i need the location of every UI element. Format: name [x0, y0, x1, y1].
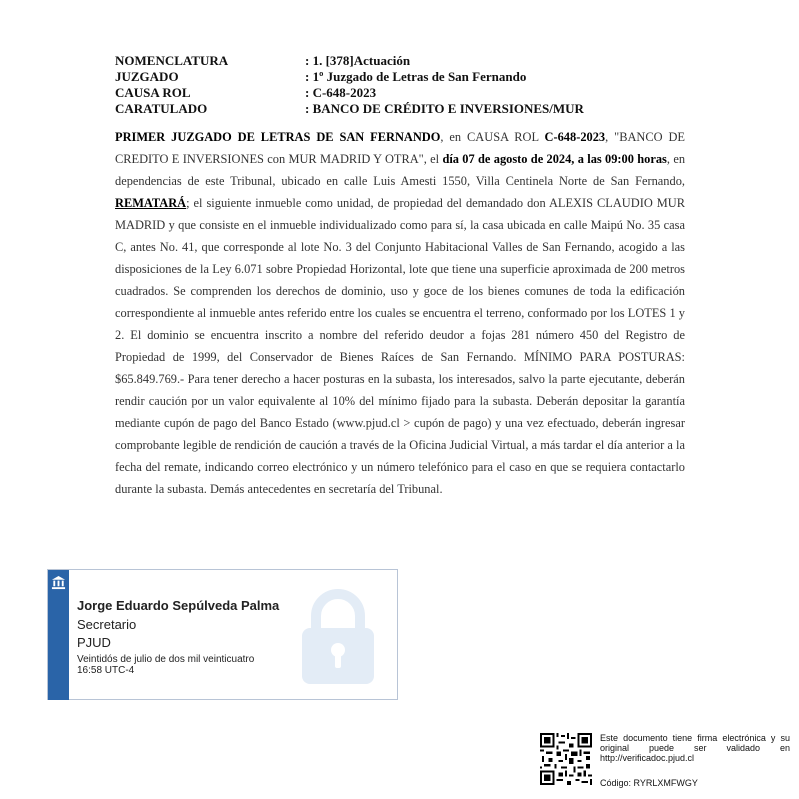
document-header [115, 53, 584, 117]
rematara-keyword: REMATARÁ [115, 196, 187, 210]
header-row-nomenclatura [115, 53, 584, 69]
header-key: CAUSA ROL [115, 85, 191, 100]
header-row-causa-rol [115, 85, 584, 101]
qr-code [540, 733, 592, 785]
court-name: PRIMER JUZGADO DE LETRAS DE SAN FERNANDO [115, 130, 441, 144]
header-key: NOMENCLATURA [115, 53, 229, 68]
electronic-signature-box [47, 569, 398, 700]
signature-date: Veintidós de julio de dos mil veinticuatro [77, 654, 255, 665]
bank-icon [51, 575, 66, 590]
signer-organization: PJUD [77, 635, 111, 650]
header-key: JUZGADO [115, 69, 179, 84]
signature-time: 16:58 UTC-4 [77, 665, 135, 676]
auction-date: día 07 de agosto de 2024, a las 09:00 horas [442, 152, 667, 166]
header-value: : 1º Juzgado de Letras de San Fernando [305, 69, 527, 84]
body-text-1: , en CAUSA ROL [440, 130, 545, 144]
header-row-caratulado [115, 101, 584, 117]
header-value: : BANCO DE CRÉDITO E INVERSIONES/MUR [305, 101, 584, 116]
lock-icon [300, 588, 376, 686]
header-row-juzgado [115, 69, 584, 85]
signature-datetime [77, 654, 254, 676]
auction-notice-paragraph [115, 126, 685, 500]
body-text-4: ; el siguiente inmueble como unidad, de propiedad del demandado don ALEXIS CLAUDIO MUR MADRID y que consiste en el inmueble individualizado como para sí, la casa ubicada en calle Maipú No. 35 casa C, antes No. 41, que corresponde al lote No. 3 del Conjunto Habitacional Valles de San Fernando, acogido a las disposiciones de la Ley 6.071 sobre Propiedad Horizontal, lote que tiene una superficie aproximada de 200 metros cuadrados. Se comprenden los derechos de dominio, uso y goce de los bienes comunes de toda la edificación correspondiente al inmueble antes referido entre los cuales se encuentra el terreno, conformado por los LOTES 1 y 2. El dominio se encuentra inscrito a nombre del referido deudor a fojas 281 número 450 del Registro de Propiedad de 1999, del Conservador de Bienes Raíces de San Fernando. MÍNIMO PARA POSTURAS: $65.849.769.- Para tener derecho a hacer posturas en la subasta, los interesados, salvo la parte ejecutante, deberán rendir caución por un valor equivalente al 10% del mínimo fijado para la subasta. Deberán depositar la garantía mediante cupón de pago del Banco Estado (www.pjud.cl > cupón de pago) y una vez efectuado, deberán ingresar comprobante legible de rendición de caución a través de la Oficina Judicial Virtual, a más tardar el día anterior a la fecha del remate, indicando correo electrónico y un número telefónico para el caso en que se requiera contactarlo durante la subasta. Demás antecedentes en secretaría del Tribunal. [115, 196, 685, 496]
verification-code: Código: RYRLXMFWGY [600, 778, 698, 788]
signer-role: Secretario [77, 617, 137, 632]
signer-name: Jorge Eduardo Sepúlveda Palma [77, 598, 280, 613]
verification-text: Este documento tiene firma electrónica y su original puede ser validado en http://verificadoc.pjud.cl [600, 733, 790, 763]
body-text-2: , "BANCO DE CREDITO E INVERSIONES con MUR MADRID Y OTRA", el [115, 130, 686, 166]
header-key: CARATULADO [115, 101, 208, 116]
header-value: : C-648-2023 [305, 85, 377, 100]
header-value: : 1. [378]Actuación [305, 53, 411, 68]
signature-accent-bar [48, 570, 69, 700]
body-text-3: , en dependencias de este Tribunal, ubicado en calle Luis Amesti 1550, Villa Centinela Norte de San Fernando, [115, 152, 686, 188]
case-rol: C-648-2023 [544, 130, 606, 144]
